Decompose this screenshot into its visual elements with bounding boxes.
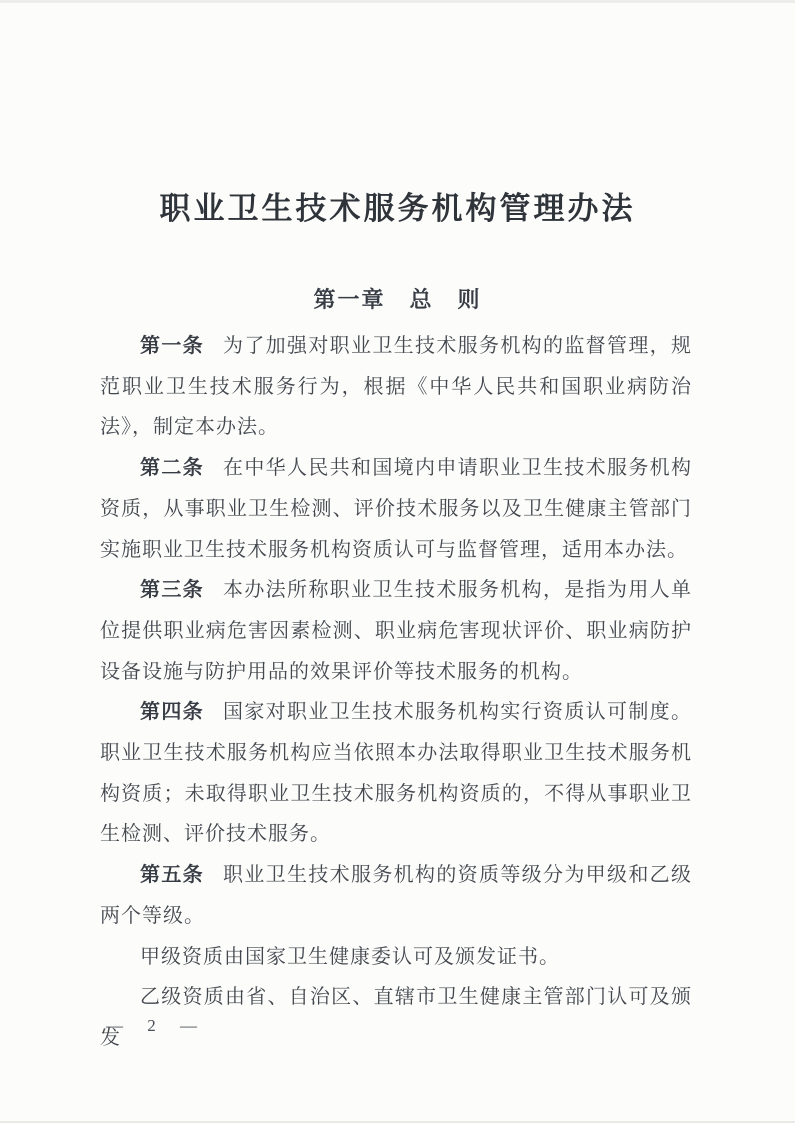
- article-4-paragraph: [100, 692, 692, 855]
- document-title: 职业卫生技术服务机构管理办法: [159, 191, 636, 226]
- page-number: — 2 —: [106, 1016, 207, 1035]
- chapter-heading: 第一章 总 则: [313, 287, 482, 312]
- article-4-number: 第四条: [140, 701, 204, 724]
- article-2-text: 在中华人民共和国境内申请职业卫生技术服务机构资质，从事职业卫生检测、评价技术服务以及卫生健康主管部门实施职业卫生技术服务机构资质认可与监督管理，适用本办法。: [100, 457, 692, 561]
- article-1-text: 为了加强对职业卫生技术服务机构的监督管理，规范职业卫生技术服务行为，根据《中华人民共和国职业病防治法》，制定本办法。: [100, 335, 692, 439]
- document-body: [100, 326, 692, 1059]
- article-1-number: 第一条: [140, 335, 204, 357]
- grade-a-text: 甲级资质由国家卫生健康委认可及颁发证书。: [140, 945, 560, 968]
- article-5-number: 第五条: [140, 864, 204, 887]
- article-3-text: 本办法所称职业卫生技术服务机构，是指为用人单位提供职业病危害因素检测、职业病危害现状评价、职业病防护设备设施与防护用品的效果评价等技术服务的机构。: [100, 579, 692, 683]
- grade-a-paragraph: [100, 937, 692, 978]
- article-2-paragraph: [100, 448, 692, 570]
- article-3-paragraph: [100, 570, 692, 692]
- article-4-text: 国家对职业卫生技术服务机构实行资质认可制度。职业卫生技术服务机构应当依照本办法取得职业卫生技术服务机构资质；未取得职业卫生技术服务机构资质的，不得从事职业卫生检测、评价技术服务。: [100, 701, 692, 846]
- article-1-paragraph: [100, 326, 692, 448]
- scan-edge-top: [0, 0, 795, 3]
- grade-b-text: 乙级资质由省、自治区、直辖市卫生健康主管部门认可及颁发: [100, 986, 692, 1049]
- article-5-paragraph: [100, 855, 692, 936]
- article-5-text: 职业卫生技术服务机构的资质等级分为甲级和乙级两个等级。: [100, 864, 692, 927]
- article-3-number: 第三条: [140, 579, 204, 602]
- article-2-number: 第二条: [140, 457, 204, 480]
